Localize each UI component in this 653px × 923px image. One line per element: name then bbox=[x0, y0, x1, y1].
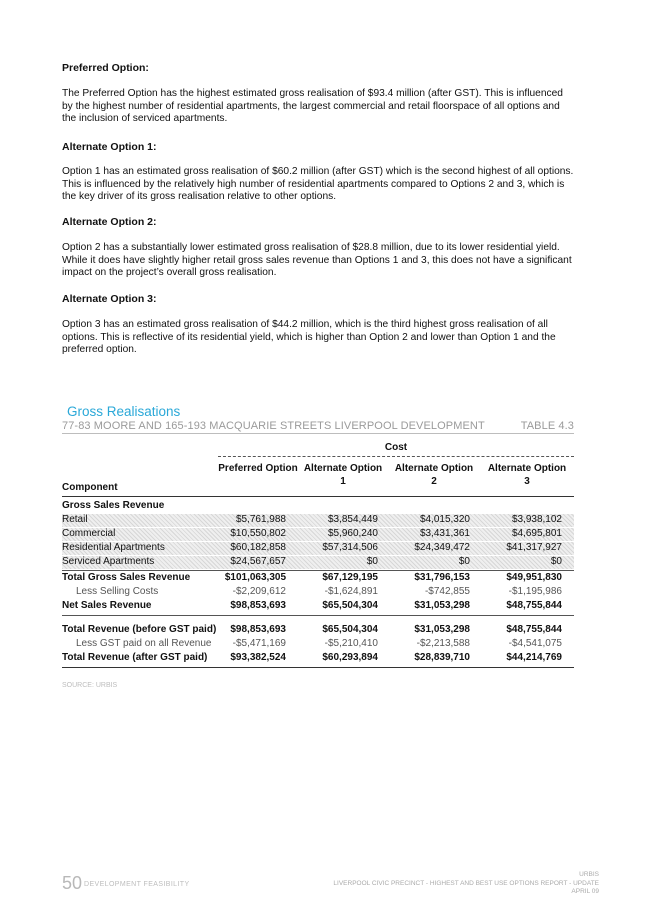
table-row-total bbox=[62, 572, 574, 585]
paragraph-alternate-option-3: Option 3 has an estimated gross realisation of $44.2 million, which is the third highest gross realisation of all options. This is reflective of its residential yield, which is higher than Option 2 and lower than Option 1 and the preferred option. bbox=[62, 319, 556, 356]
row-label: Less Selling Costs bbox=[76, 586, 159, 597]
cell-value: -$2,209,612 bbox=[232, 586, 286, 597]
row-label: Less GST paid on all Revenue bbox=[76, 638, 212, 649]
cell-value: $3,431,361 bbox=[419, 528, 470, 539]
cell-value: $31,053,298 bbox=[414, 600, 470, 611]
cell-value: $65,504,304 bbox=[322, 600, 378, 611]
cost-group-header: Cost bbox=[384, 442, 408, 453]
cell-value: $98,853,693 bbox=[230, 600, 286, 611]
table-row bbox=[62, 556, 574, 569]
table-title: Gross Realisations bbox=[67, 404, 181, 419]
table-row-total bbox=[62, 624, 574, 637]
heading-preferred-option: Preferred Option: bbox=[62, 62, 149, 74]
page-section-label: DEVELOPMENT FEASIBILITY bbox=[84, 881, 190, 888]
section-row bbox=[62, 500, 574, 513]
footer-report-title: LIVERPOOL CIVIC PRECINCT - HIGHEST AND BEST USE OPTIONS REPORT - UPDATE bbox=[333, 880, 599, 887]
table-row bbox=[62, 528, 574, 541]
header-divider bbox=[62, 496, 574, 497]
cell-value: -$1,195,986 bbox=[508, 586, 562, 597]
cell-value: -$5,471,169 bbox=[232, 638, 286, 649]
cell-value: -$1,624,891 bbox=[324, 586, 378, 597]
table-row bbox=[62, 638, 574, 651]
cell-value: $4,015,320 bbox=[419, 514, 470, 525]
row-label: Total Revenue (after GST paid) bbox=[62, 652, 208, 663]
section-label: Gross Sales Revenue bbox=[62, 500, 165, 511]
cell-value: $31,053,298 bbox=[414, 624, 470, 635]
table-bottom-divider bbox=[62, 667, 574, 668]
row-label: Total Gross Sales Revenue bbox=[62, 572, 191, 583]
cell-value: $41,317,927 bbox=[506, 542, 562, 553]
cell-value: $48,755,844 bbox=[506, 600, 562, 611]
heading-alternate-option-2: Alternate Option 2: bbox=[62, 216, 157, 228]
subtitle-divider bbox=[62, 433, 574, 434]
cell-value: $60,182,858 bbox=[230, 542, 286, 553]
heading-alternate-option-1: Alternate Option 1: bbox=[62, 141, 157, 153]
cell-value: $65,504,304 bbox=[322, 624, 378, 635]
column-header-preferred: Preferred Option bbox=[218, 463, 298, 474]
table-row-total bbox=[62, 600, 574, 613]
cell-value: $0 bbox=[458, 556, 470, 567]
cell-value: -$2,213,588 bbox=[416, 638, 470, 649]
cell-value: $3,938,102 bbox=[511, 514, 562, 525]
row-label: Serviced Apartments bbox=[62, 556, 155, 567]
table-row bbox=[62, 542, 574, 555]
cell-value: $24,349,472 bbox=[414, 542, 470, 553]
cell-value: $44,214,769 bbox=[506, 652, 562, 663]
table-row bbox=[62, 586, 574, 599]
cell-value: $31,796,153 bbox=[414, 572, 470, 583]
row-divider bbox=[62, 570, 574, 571]
cell-value: $28,839,710 bbox=[414, 652, 470, 663]
page-number: 50 bbox=[62, 873, 83, 893]
footer-company: URBIS bbox=[579, 871, 599, 878]
footer-date: APRIL 09 bbox=[571, 888, 599, 895]
cell-value: $4,695,801 bbox=[511, 528, 562, 539]
paragraph-alternate-option-2: Option 2 has a substantially lower estimated gross realisation of $28.8 million, due to its lower residential yield. While it does have slightly higher retail gross sales revenue than Options 1 and 3, this does not have a significant impact on the project’s overall gross realisation. bbox=[62, 242, 572, 279]
row-divider bbox=[62, 615, 574, 616]
table-source: SOURCE: URBIS bbox=[62, 682, 118, 689]
table-row bbox=[62, 514, 574, 527]
cell-value: $5,960,240 bbox=[327, 528, 378, 539]
cell-value: $48,755,844 bbox=[506, 624, 562, 635]
cell-value: $67,129,195 bbox=[322, 572, 378, 583]
column-header-alternate-3: Alternate Option 3 bbox=[487, 463, 567, 487]
heading-alternate-option-3: Alternate Option 3: bbox=[62, 293, 157, 305]
cell-value: $101,063,305 bbox=[224, 572, 286, 583]
table-row-total bbox=[62, 652, 574, 665]
row-label: Retail bbox=[62, 514, 88, 525]
cell-value: -$742,855 bbox=[424, 586, 470, 597]
cell-value: $10,550,802 bbox=[230, 528, 286, 539]
row-label: Residential Apartments bbox=[62, 542, 165, 553]
cell-value: -$4,541,075 bbox=[508, 638, 562, 649]
cell-value: $60,293,894 bbox=[322, 652, 378, 663]
row-label: Total Revenue (before GST paid) bbox=[62, 624, 217, 635]
row-label: Commercial bbox=[62, 528, 116, 539]
table-number: TABLE 4.3 bbox=[520, 420, 574, 432]
paragraph-preferred-option: The Preferred Option has the highest estimated gross realisation of $93.4 million (after GST). This is influenced by the highest number of residential apartments, the largest commercial and retail floorspace of all options and the inclusion of serviced apartments. bbox=[62, 88, 563, 125]
cell-value: $5,761,988 bbox=[235, 514, 286, 525]
cell-value: $57,314,506 bbox=[322, 542, 378, 553]
column-header-alternate-1: Alternate Option 1 bbox=[303, 463, 383, 487]
cell-value: $24,567,657 bbox=[230, 556, 286, 567]
column-header-alternate-2: Alternate Option 2 bbox=[394, 463, 474, 487]
table-subtitle: 77-83 MOORE AND 165-193 MACQUARIE STREETS LIVERPOOL DEVELOPMENT bbox=[62, 420, 485, 432]
cell-value: $98,853,693 bbox=[230, 624, 286, 635]
cell-value: $3,854,449 bbox=[327, 514, 378, 525]
cell-value: $93,382,524 bbox=[230, 652, 286, 663]
cost-divider bbox=[218, 456, 574, 457]
cell-value: -$5,210,410 bbox=[324, 638, 378, 649]
cell-value: $0 bbox=[550, 556, 562, 567]
row-label: Net Sales Revenue bbox=[62, 600, 152, 611]
paragraph-alternate-option-1: Option 1 has an estimated gross realisation of $60.2 million (after GST) which is the second highest of all options. This is influenced by the relatively high number of residential apartments compared to Options 2 and 3, which is the key driver of its gross realisation relative to other options. bbox=[62, 166, 574, 203]
cell-value: $0 bbox=[366, 556, 378, 567]
component-header: Component bbox=[62, 482, 118, 493]
cell-value: $49,951,830 bbox=[506, 572, 562, 583]
